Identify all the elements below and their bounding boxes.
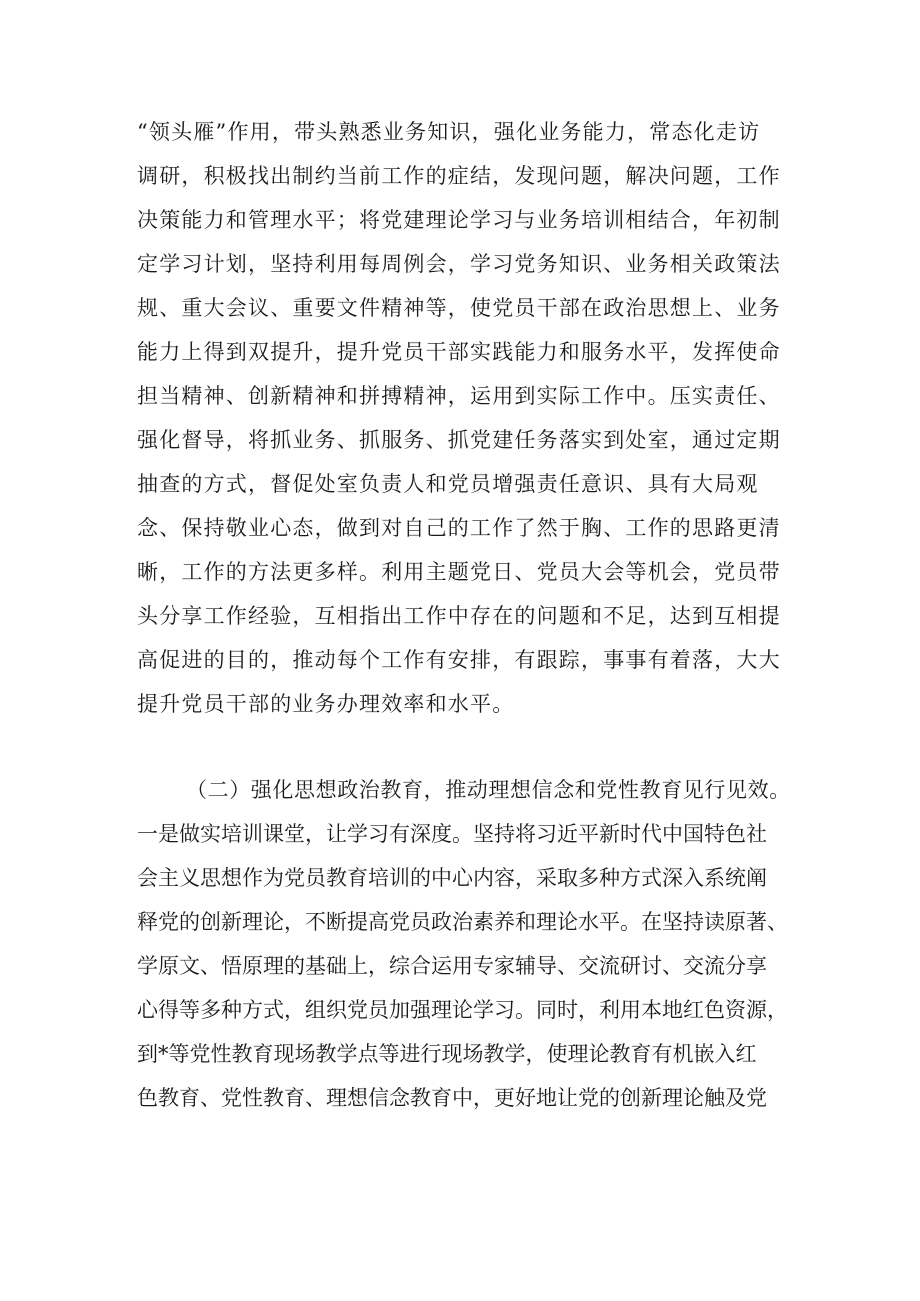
paragraph-2-line: 释党的创新理论，不断提高党员政治素养和理论水平。在坚持读原著、 xyxy=(137,910,788,934)
paragraph-1-line: 念、保持敬业心态，做到对自己的工作了然于胸、工作的思路更清 xyxy=(137,516,781,540)
paragraph-1-line: 规、重大会议、重要文件精神等，使党员干部在政治思想上、业务 xyxy=(137,296,781,320)
paragraph-1-line: 抽查的方式，督促处室负责人和党员增强责任意识、具有大局观 xyxy=(137,472,759,496)
paragraph-1-line: 高促进的目的，推动每个工作有安排，有跟踪，事事有着落，大大 xyxy=(137,648,781,672)
paragraph-2-line: 会主义思想作为党员教育培训的中心内容，采取多种方式深入系统阐 xyxy=(137,866,767,890)
paragraph-1-line: 提升党员干部的业务办理效率和水平。 xyxy=(137,692,515,716)
paragraph-1-line: 强化督导，将抓业务、抓服务、抓党建任务落实到处室，通过定期 xyxy=(137,428,781,452)
paragraph-1-line: “领头雁”作用，带头熟悉业务知识，强化业务能力，常态化走访 xyxy=(137,120,761,144)
paragraph-2-line: 心得等多种方式，组织党员加强理论学习。同时，利用本地红色资源， xyxy=(137,998,788,1022)
paragraph-2-line: 到*等党性教育现场教学点等进行现场教学，使理论教育有机嵌入红 xyxy=(137,1042,757,1066)
paragraph-1-line: 能力上得到双提升，提升党员干部实践能力和服务水平，发挥使命 xyxy=(137,340,781,364)
paragraph-1-line: 调研，积极找出制约当前工作的症结，发现问题，解决问题，工作 xyxy=(137,164,781,188)
paragraph-1-line: 担当精神、创新精神和拼搏精神，运用到实际工作中。压实责任、 xyxy=(137,384,781,408)
paragraph-1-line: 决策能力和管理水平；将党建理论学习与业务培训相结合，年初制 xyxy=(137,208,781,232)
paragraph-2-line: 学原文、悟原理的基础上，综合运用专家辅导、交流研讨、交流分享 xyxy=(137,954,767,978)
paragraph-1-line: 头分享工作经验，互相指出工作中存在的问题和不足，达到互相提 xyxy=(137,604,781,628)
paragraph-1-line: 晰，工作的方法更多样。利用主题党日、党员大会等机会，党员带 xyxy=(137,560,781,584)
paragraph-1-line: 定学习计划，坚持利用每周例会，学习党务知识、业务相关政策法 xyxy=(137,252,781,276)
paragraph-2-line: 一是做实培训课堂，让学习有深度。坚持将习近平新时代中国特色社 xyxy=(137,822,767,846)
section-heading: （二）强化思想政治教育，推动理想信念和党性教育见行见效。 xyxy=(186,778,791,802)
paragraph-2-line: 色教育、党性教育、理想信念教育中，更好地让党的创新理论触及党 xyxy=(137,1086,767,1110)
